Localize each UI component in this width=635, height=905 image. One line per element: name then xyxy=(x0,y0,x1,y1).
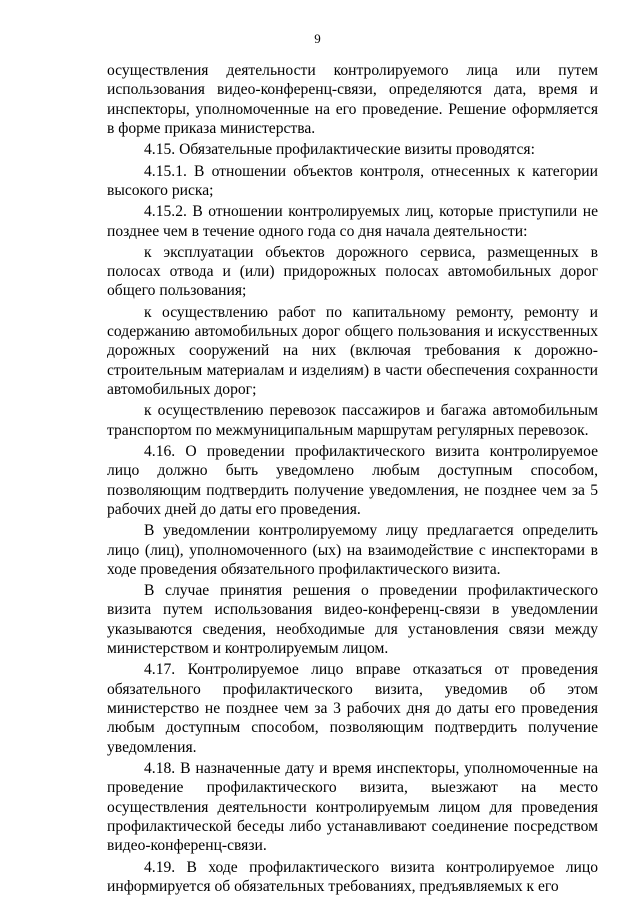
document-body xyxy=(107,61,598,896)
list-item-transport: к осуществлению перевозок пассажиров и багажа автомобильным транспортом по межмуниципальным маршрутам регулярных перевозок. xyxy=(107,402,598,439)
list-item-road-repair: к осуществлению работ по капитальному ремонту, ремонту и содержанию автомобильных дорог общего пользования и искусственных дорожных сооружений на них (включая требования к дорожно-строительным материалам и изделиям) в части обеспечения сохранности автомобильных дорог; xyxy=(107,303,598,398)
paragraph-continuation: осуществления деятельности контролируемого лица или путем использования видео-конференц-связи, определяются дата, время и инспекторы, уполномоченные на его проведение. Решение оформляется в форме приказа министерства. xyxy=(107,62,598,137)
paragraph-4-17: 4.17. Контролируемое лицо вправе отказаться от проведения обязательного профилактического визита, уведомив об этом министерство не позднее чем за 3 рабочих дня до даты его проведения любым доступным способом, позволяющим подтвердить получение уведомления. xyxy=(107,661,598,756)
paragraph-4-18: 4.18. В назначенные дату и время инспекторы, уполномоченные на проведение профилактического визита, выезжают на место осуществления деятельности контролируемым лицом для проведения профилактической беседы либо устанавливают соединение посредством видео-конференц-связи. xyxy=(107,759,598,855)
paragraph-notification-persons: В уведомлении контролируемому лицу предлагается определить лицо (лиц), уполномоченного (ых) на взаимодействие с инспекторами в ходе проведения обязательного профилактического визита. xyxy=(107,522,598,578)
paragraph-video-conference: В случае принятия решения о проведении профилактического визита путем использования видео-конференц-связи в уведомлении указываются сведения, необходимые для установления связи между министерством и контролируемым лицом. xyxy=(107,582,598,658)
paragraph-4-15: 4.15. Обязательные профилактические визиты проводятся: xyxy=(144,141,535,159)
paragraph-4-15-2: 4.15.2. В отношении контролируемых лиц, которые приступили не позднее чем в течение одного года со дня начала деятельности: xyxy=(107,203,598,240)
page-number: 9 xyxy=(314,31,321,46)
paragraph-4-15-1: 4.15.1. В отношении объектов контроля, отнесенных к категории высокого риска; xyxy=(107,162,598,199)
paragraph-4-16: 4.16. О проведении профилактического визита контролируемое лицо должно быть уведомлено любым доступным способом, позволяющим подтвердить получение уведомления, не позднее чем за 5 рабочих дней до даты его проведения. xyxy=(107,442,598,518)
list-item-road-service: к эксплуатации объектов дорожного сервиса, размещенных в полосах отвода и (или) придорожных полосах автомобильных дорог общего пользования; xyxy=(107,243,598,300)
paragraph-4-19: 4.19. В ходе профилактического визита контролируемое лицо информируется об обязательных требованиях, предъявляемых к его xyxy=(107,858,598,895)
